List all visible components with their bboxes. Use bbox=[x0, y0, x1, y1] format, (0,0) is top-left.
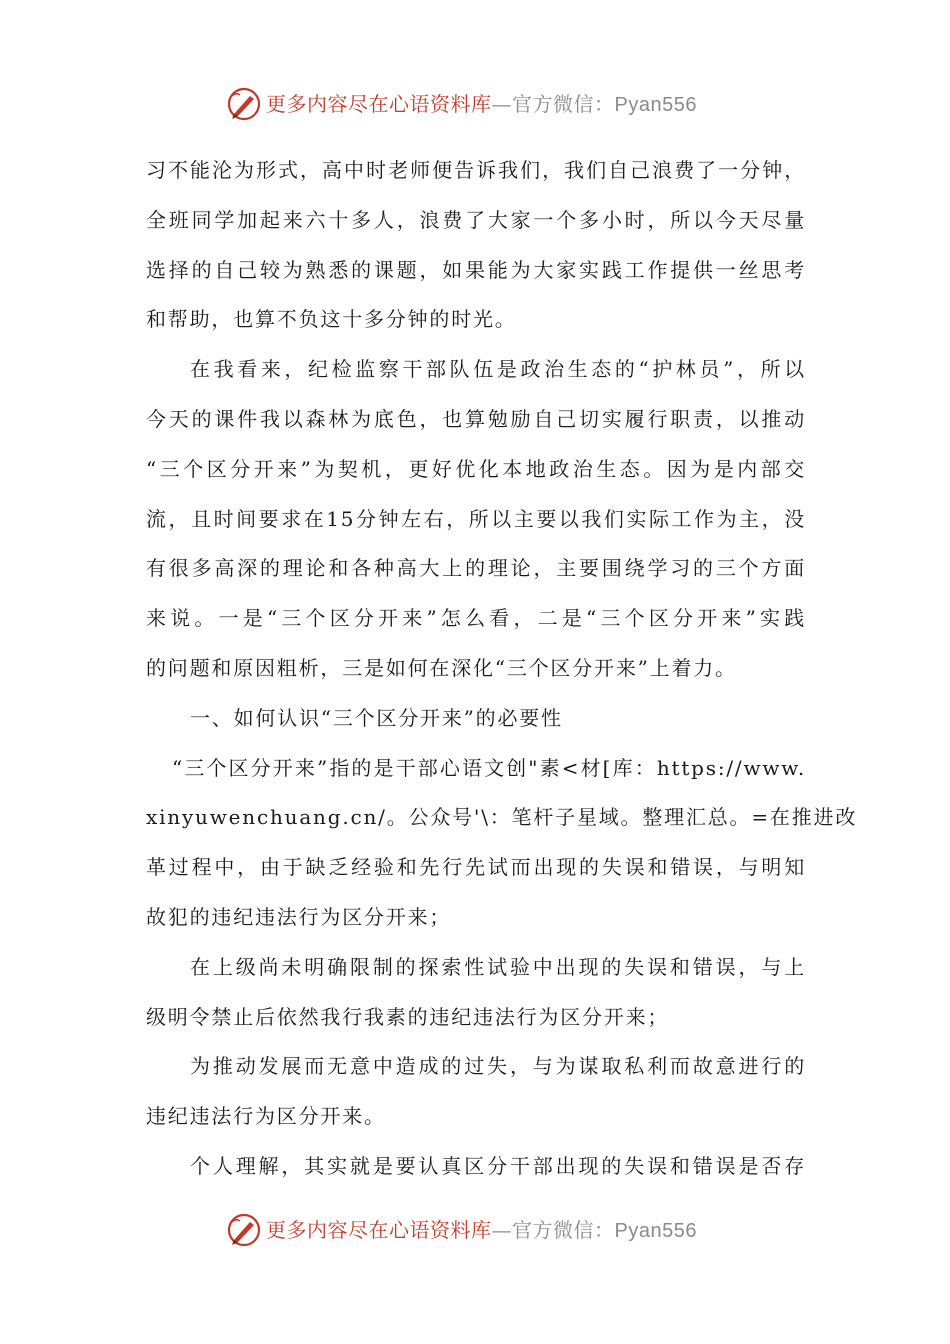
banner-wechat-id: Pyan556 bbox=[614, 94, 697, 116]
body-line: “三个区分开来”指的是干部心语文创"素<材[库：https://www. bbox=[172, 755, 806, 780]
pen-logo-icon bbox=[226, 86, 262, 122]
body-line: 流，且时间要求在15分钟左右，所以主要以我们实际工作为主，没 bbox=[146, 506, 806, 531]
body-line: 全班同学加起来六十多人，浪费了大家一个多小时，所以今天尽量 bbox=[146, 207, 806, 232]
body-line: 有很多高深的理论和各种高大上的理论，主要围绕学习的三个方面 bbox=[146, 556, 806, 581]
pen-logo-icon bbox=[226, 1212, 262, 1248]
banner-dash-text: —官方微信： bbox=[491, 92, 615, 116]
body-line: 违纪违法行为区分开来。 bbox=[146, 1104, 386, 1129]
footer-banner bbox=[0, 1210, 950, 1250]
banner-text bbox=[266, 90, 697, 119]
section-heading: 一、如何认识“三个区分开来”的必要性 bbox=[190, 705, 563, 730]
body-line: 选择的自己较为熟悉的课题，如果能为大家实践工作提供一丝思考 bbox=[146, 257, 806, 282]
banner-text bbox=[266, 1216, 697, 1245]
body-line: 革过程中，由于缺乏经验和先行先试而出现的失误和错误，与明知 bbox=[146, 855, 806, 880]
body-line: 来说。一是“三个区分开来”怎么看，二是“三个区分开来”实践 bbox=[146, 606, 806, 631]
body-line: 的问题和原因粗析，三是如何在深化“三个区分开来”上着力。 bbox=[146, 655, 737, 680]
header-banner bbox=[0, 84, 950, 124]
document-body bbox=[146, 150, 858, 1196]
body-line: 个人理解，其实就是要认真区分干部出现的失误和错误是否存 bbox=[190, 1153, 806, 1178]
body-line: “三个区分开来”为契机，更好优化本地政治生态。因为是内部交 bbox=[146, 456, 806, 481]
body-line: 故犯的违纪违法行为区分开来； bbox=[146, 904, 452, 929]
body-line: 和帮助，也算不负这十多分钟的时光。 bbox=[146, 307, 517, 332]
banner-main-text: 更多内容尽在心语资料库 bbox=[266, 92, 492, 116]
body-line: 在我看来，纪检监察干部队伍是政治生态的“护林员”，所以 bbox=[190, 357, 806, 382]
banner-wechat-id: Pyan556 bbox=[614, 1220, 697, 1242]
body-line: 今天的课件我以森林为底色，也算勉励自己切实履行职责，以推动 bbox=[146, 406, 806, 431]
body-line: 为推动发展而无意中造成的过失，与为谋取私利而故意进行的 bbox=[190, 1054, 806, 1079]
banner-main-text: 更多内容尽在心语资料库 bbox=[266, 1218, 492, 1242]
body-line: xinyuwenchuang.cn/。公众号'\：笔杆子星域。整理汇总。=在推进改 bbox=[146, 805, 858, 830]
body-line: 在上级尚未明确限制的探索性试验中出现的失误和错误，与上 bbox=[190, 954, 806, 979]
body-line: 习不能沦为形式，高中时老师便告诉我们，我们自己浪费了一分钟， bbox=[146, 158, 806, 182]
body-line: 级明令禁止后依然我行我素的违纪违法行为区分开来； bbox=[146, 1004, 670, 1029]
banner-dash-text: —官方微信： bbox=[491, 1218, 615, 1242]
